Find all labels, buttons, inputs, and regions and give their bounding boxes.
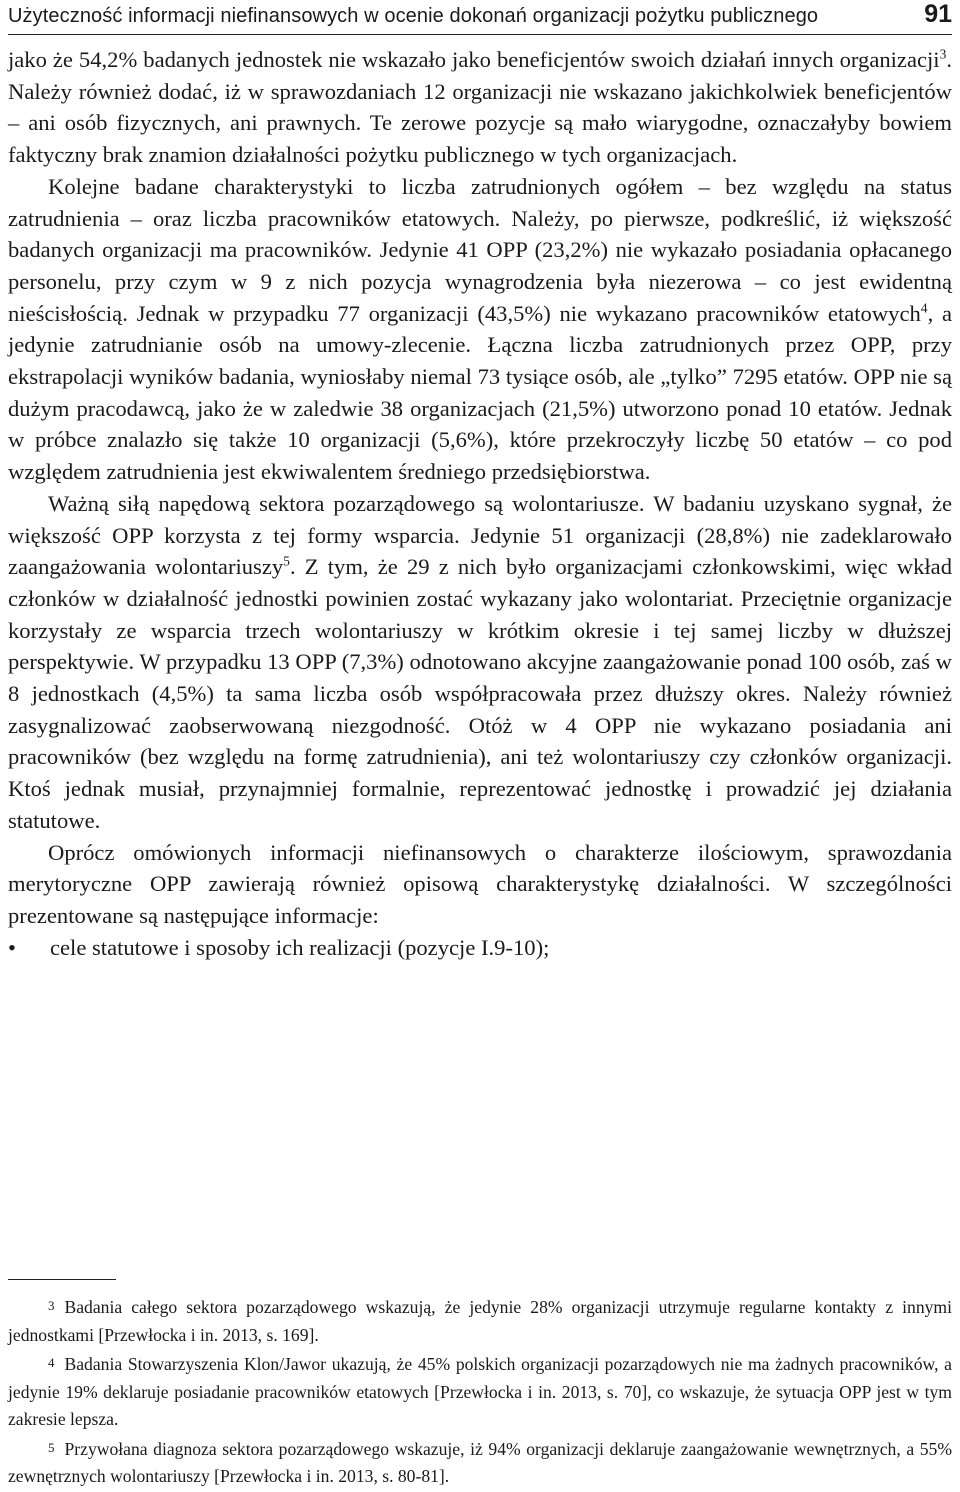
- footnote-ref-5[interactable]: 5: [283, 553, 290, 569]
- paragraph-beneficiaries: [8, 44, 952, 171]
- bullet-icon: •: [8, 934, 16, 960]
- list-item: [8, 932, 952, 964]
- paragraph-text: . Z tym, że 29 z nich było organizacjami członkowskimi, więc wkład członków w działalność jednostki powinien zostać wykazany jako wolontariat. Przeciętnie organizacje korzystały ze wsparcia trzech wolontariuszy w krótkim okresie i tej samej liczby w dłuższej perspektywie. W przypadku 13 OPP (7,3%) odnotowano akcyjne zaangażowanie ponad 100 osób, zaś w 8 jednostkach (4,5%) ta sama liczba osób współpracowała przez dłuższy okres. Należy również zasygnalizować zaobserwowaną niezgodność. Otóż w 4 OPP nie wykazano posiadania ani pracowników (bez względu na formę zatrudnienia), ani też wolontariuszy czy członków organizacji. Ktoś jednak musiał, przynajmniej formalnie, reprezentować jednostkę i prowadzić jej działania statutowe.: [8, 554, 953, 833]
- list-item-text: cele statutowe i sposoby ich realizacji (pozycje I.9-10);: [50, 934, 550, 960]
- paragraph-text: jako że 54,2% badanych jednostek nie wskazało jako beneficjentów swoich działań innych organizacji: [8, 47, 940, 72]
- paragraph-employment: [8, 171, 952, 488]
- footnote-divider: [8, 1279, 116, 1280]
- footnote-number: 5: [48, 1439, 55, 1455]
- footnote-3: [8, 1292, 952, 1349]
- main-text: [8, 44, 952, 963]
- page-number: 91: [924, 0, 952, 28]
- footnote-number: 4: [48, 1355, 55, 1370]
- paragraph-text: Ważną siłą napędową sektora pozarządowego są wolontariusze. W badaniu uzyskano sygnał, że większość OPP korzysta z tej formy wsparcia. Jedynie 51 organizacji (28,8%) nie zadeklarowało zaangażowania wolontariuszy: [8, 490, 952, 580]
- running-title: Użyteczność informacji niefinansowych w ocenie dokonań organizacji pożytku publicznego: [8, 5, 819, 27]
- paragraph-descriptive-info: Oprócz omówionych informacji niefinansowych o charakterze ilościowym, sprawozdania merytoryczne OPP zawierają również opisową charakterystykę działalności. W szczególności prezentowane są następujące informacje:: [8, 839, 952, 928]
- footnote-text: Przywołana diagnoza sektora pozarządowego wskazuje, iż 94% organizacji deklaruje zaangażowanie wewnętrznych, a 55% zewnętrznych wolontariuszy [Przewłocka i in. 2013, s. 80-81].: [8, 1438, 952, 1486]
- footnote-number: 3: [48, 1298, 55, 1313]
- footnote-5: [8, 1434, 952, 1491]
- paragraph-text: . Należy również dodać, iż w sprawozdaniach 12 organizacji nie wskazano jakichkolwiek beneficjentów – ani osób fizycznych, ani prawnych. Te zerowe pozycje są mało wiarygodne, oznaczałyby bowiem faktyczny brak znamion działalności pożytku publicznego w tych organizacjach.: [8, 47, 952, 168]
- paragraph-text: Kolejne badane charakterystyki to liczba zatrudnionych ogółem – bez względu na status zatrudnienia – oraz liczba pracowników etatowych. Należy, po pierwsze, podkreślić, iż większość badanych organizacji ma pracowników. Jedynie 41 OPP (23,2%) nie wykazało posiadania opłacanego personelu, przy czym w 9 z nich pozycja wynagrodzenia była niezerowa – co jest ewidentną nieścisłością. Jednak w przypadku 77 organizacji (43,5%) nie wykazano pracowników etatowych: [8, 173, 952, 326]
- footnote-text: Badania Stowarzyszenia Klon/Jawor ukazują, że 45% polskich organizacji pozarządowych nie ma żadnych pracowników, a jedynie 19% deklaruje posiadanie pracowników etatowych [Przewłocka i in. 2013, s. 70], co wskazuje, że sytuacja OPP jest w tym zakresie lepsza.: [8, 1354, 952, 1429]
- footnote-4: [8, 1349, 952, 1434]
- paragraph-text: , a jedynie zatrudnianie osób na umowy-zlecenie. Łączna liczba zatrudnionych przez OPP, przy ekstrapolacji wyników badania, wyniosłaby niemal 73 tysiące osób, ale „tylko” 7295 etatów. OPP nie są dużym pracodawcą, jako że w zaledwie 38 organizacjach (21,5%) utworzono ponad 10 etatów. Jednak w próbce znalazło się także 10 organizacji (5,6%), które przekroczyły liczbę 50 etatów – co pod względem zatrudnienia jest ekwiwalentem średniego przedsiębiorstwa.: [8, 300, 952, 485]
- footnote-text: Badania całego sektora pozarządowego wskazują, że jedynie 28% organizacji utrzymuje regularne kontakty z innymi jednostkami [Przewłocka i in. 2013, s. 169].: [8, 1297, 952, 1345]
- footnote-ref-3[interactable]: 3: [939, 46, 947, 62]
- footnotes: [8, 1292, 952, 1491]
- paragraph-volunteers: [8, 488, 952, 837]
- page-header: [8, 0, 952, 35]
- footnote-ref-4[interactable]: 4: [920, 300, 928, 316]
